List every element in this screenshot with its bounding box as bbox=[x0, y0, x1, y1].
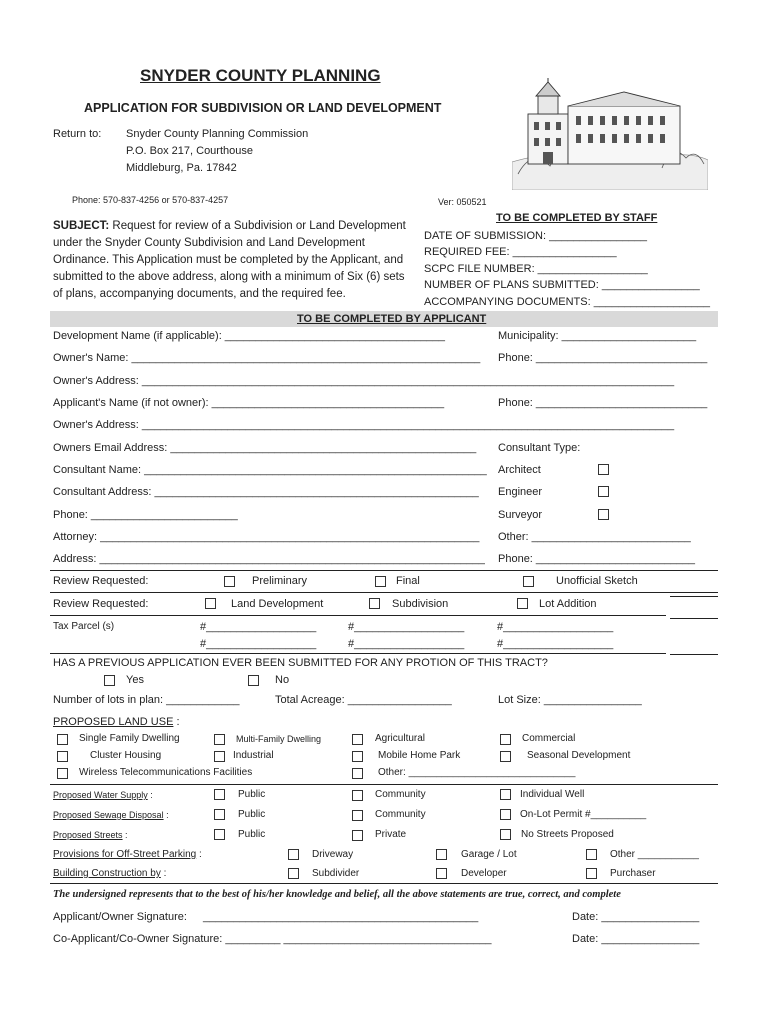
tax-parcel-field[interactable]: #__________________ bbox=[348, 638, 465, 650]
building-construction-label: Building Construction by : bbox=[53, 868, 167, 879]
land-development-label: Land Development bbox=[231, 598, 324, 610]
no-streets-checkbox[interactable] bbox=[500, 829, 511, 840]
water-community-label: Community bbox=[375, 789, 426, 800]
section-divider bbox=[670, 596, 718, 597]
subject-line-2: under the Snyder County Subdivision and Land Development bbox=[53, 237, 365, 249]
single-family-label: Single Family Dwelling bbox=[79, 733, 180, 744]
subdivision-checkbox[interactable] bbox=[369, 598, 380, 609]
section-divider bbox=[50, 570, 718, 571]
applicant-date-field[interactable]: Date: ________________ bbox=[572, 911, 700, 923]
surveyor-label: Surveyor bbox=[498, 509, 543, 521]
return-to-label: Return to: bbox=[53, 128, 102, 140]
cluster-housing-checkbox[interactable] bbox=[57, 751, 68, 762]
applicant-signature-field[interactable]: _____________________________________________ bbox=[203, 911, 479, 923]
co-applicant-date-field[interactable]: Date: ________________ bbox=[572, 933, 700, 945]
garage-lot-checkbox[interactable] bbox=[436, 849, 447, 860]
driveway-label: Driveway bbox=[312, 849, 354, 860]
attorney-address-field[interactable]: Address: _______________________________________________________________ bbox=[53, 553, 485, 565]
on-lot-permit-field[interactable]: On-Lot Permit #__________ bbox=[520, 809, 647, 820]
purchaser-label: Purchaser bbox=[610, 868, 656, 879]
previous-application-question: HAS A PREVIOUS APPLICATION EVER BEEN SUBMITTED FOR ANY PROTION OF THIS TRACT? bbox=[53, 657, 548, 669]
single-family-checkbox[interactable] bbox=[57, 734, 68, 745]
applicant-heading: TO BE COMPLETED BY APPLICANT bbox=[297, 313, 487, 325]
co-applicant-signature-field[interactable]: Co-Applicant/Co-Owner Signature: _________ __________________________________ bbox=[53, 933, 492, 945]
section-divider bbox=[50, 784, 718, 785]
sewage-public-label: Public bbox=[238, 809, 266, 820]
subject-line-5: of plans, accompanying documents, and the required fee. bbox=[53, 288, 346, 300]
water-supply-label: Proposed Water Supply : bbox=[53, 790, 153, 800]
seasonal-development-label: Seasonal Development bbox=[527, 750, 631, 761]
address-line-2: P.O. Box 217, Courthouse bbox=[126, 145, 253, 157]
total-acreage-field[interactable]: Total Acreage: _________________ bbox=[275, 694, 452, 706]
cluster-housing-label: Cluster Housing bbox=[90, 750, 162, 761]
lot-addition-checkbox[interactable] bbox=[517, 598, 528, 609]
section-divider bbox=[670, 654, 718, 655]
wireless-checkbox[interactable] bbox=[57, 768, 68, 779]
development-name-field[interactable]: Development Name (if applicable): ____________________________________ bbox=[53, 330, 446, 342]
applicant-address-field[interactable]: Owner's Address: _______________________________________________________________________________________ bbox=[53, 419, 675, 431]
staff-heading: TO BE COMPLETED BY STAFF bbox=[496, 212, 658, 224]
subdivider-checkbox[interactable] bbox=[288, 868, 299, 879]
land-development-checkbox[interactable] bbox=[205, 598, 216, 609]
previous-yes-label: Yes bbox=[126, 674, 144, 686]
required-fee-field[interactable]: REQUIRED FEE: _________________ bbox=[424, 246, 617, 258]
final-checkbox[interactable] bbox=[375, 576, 386, 587]
mobile-home-label: Mobile Home Park bbox=[378, 750, 461, 761]
version-label: Ver: 050521 bbox=[438, 197, 487, 207]
section-divider bbox=[670, 618, 718, 619]
sewage-community-checkbox[interactable] bbox=[352, 810, 363, 821]
section-divider bbox=[50, 883, 718, 884]
tax-parcel-field[interactable]: #__________________ bbox=[200, 638, 317, 650]
proposed-streets-label: Proposed Streets : bbox=[53, 830, 128, 840]
page-title: SNYDER COUNTY PLANNING bbox=[140, 66, 381, 85]
developer-label: Developer bbox=[461, 868, 507, 879]
plans-submitted-field[interactable]: NUMBER OF PLANS SUBMITTED: ________________ bbox=[424, 279, 700, 291]
review-requested-label-2: Review Requested: bbox=[53, 598, 149, 610]
municipality-field[interactable]: Municipality: ______________________ bbox=[498, 330, 697, 342]
agricultural-label: Agricultural bbox=[375, 733, 426, 744]
mobile-home-checkbox[interactable] bbox=[352, 751, 363, 762]
unofficial-sketch-label: Unofficial Sketch bbox=[556, 575, 638, 587]
parking-other-field[interactable]: Other ___________ bbox=[610, 849, 699, 860]
consultant-phone-field[interactable]: Phone: ________________________ bbox=[53, 509, 238, 521]
no-streets-label: No Streets Proposed bbox=[521, 829, 614, 840]
water-public-label: Public bbox=[238, 789, 266, 800]
section-divider bbox=[50, 615, 666, 616]
consultant-name-field[interactable]: Consultant Name: ________________________________________________________ bbox=[53, 464, 487, 476]
attorney-phone-field[interactable]: Phone: __________________________ bbox=[498, 553, 695, 565]
form-subtitle: APPLICATION FOR SUBDIVISION OR LAND DEVELOPMENT bbox=[84, 101, 442, 115]
subject-line-4: submitted to the above address, along with a minimum of Six (6) sets bbox=[53, 271, 405, 283]
commercial-label: Commercial bbox=[522, 733, 576, 744]
tax-parcel-field[interactable]: #__________________ bbox=[497, 638, 614, 650]
streets-private-label: Private bbox=[375, 829, 407, 840]
agricultural-checkbox[interactable] bbox=[352, 734, 363, 745]
lot-size-field[interactable]: Lot Size: ________________ bbox=[498, 694, 642, 706]
developer-checkbox[interactable] bbox=[436, 868, 447, 879]
owner-name-field[interactable]: Owner's Name: _________________________________________________________ bbox=[53, 352, 481, 364]
wireless-label: Wireless Telecommunications Facilities bbox=[79, 767, 253, 778]
unofficial-sketch-checkbox[interactable] bbox=[523, 576, 534, 587]
phone-line: Phone: 570-837-4256 or 570-837-4257 bbox=[72, 195, 229, 205]
final-label: Final bbox=[396, 575, 420, 587]
tax-parcel-field[interactable]: #__________________ bbox=[348, 621, 465, 633]
land-use-heading: PROPOSED LAND USE : bbox=[53, 716, 180, 728]
land-use-other-field[interactable]: Other: ______________________________ bbox=[378, 767, 576, 778]
parking-other-checkbox[interactable] bbox=[586, 849, 597, 860]
accompanying-documents-field[interactable]: ACCOMPANYING DOCUMENTS: ___________________ bbox=[424, 296, 710, 308]
streets-public-checkbox[interactable] bbox=[214, 829, 225, 840]
streets-private-checkbox[interactable] bbox=[352, 830, 363, 841]
engineer-checkbox[interactable] bbox=[598, 486, 609, 497]
water-public-checkbox[interactable] bbox=[214, 789, 225, 800]
off-street-parking-label: Provisions for Off-Street Parking : bbox=[53, 849, 202, 860]
preliminary-checkbox[interactable] bbox=[224, 576, 235, 587]
file-number-field[interactable]: SCPC FILE NUMBER: __________________ bbox=[424, 263, 648, 275]
previous-yes-checkbox[interactable] bbox=[104, 675, 115, 686]
subdivider-label: Subdivider bbox=[312, 868, 360, 879]
driveway-checkbox[interactable] bbox=[288, 849, 299, 860]
applicant-name-field[interactable]: Applicant's Name (if not owner): ______________________________________ bbox=[53, 397, 445, 409]
owner-phone-field[interactable]: Phone: ____________________________ bbox=[498, 352, 708, 364]
surveyor-checkbox[interactable] bbox=[598, 509, 609, 520]
commercial-checkbox[interactable] bbox=[500, 734, 511, 745]
architect-checkbox[interactable] bbox=[598, 464, 609, 475]
previous-no-label: No bbox=[275, 674, 290, 686]
consultant-address-field[interactable]: Consultant Address: _____________________________________________________ bbox=[53, 486, 479, 498]
section-divider bbox=[50, 653, 666, 654]
number-of-lots-field[interactable]: Number of lots in plan: ____________ bbox=[53, 694, 240, 706]
sewage-public-checkbox[interactable] bbox=[214, 809, 225, 820]
consultant-type-label: Consultant Type: bbox=[498, 442, 581, 454]
section-divider bbox=[50, 592, 718, 593]
owner-address-field[interactable]: Owner's Address: _______________________________________________________________________________________ bbox=[53, 375, 675, 387]
seasonal-development-checkbox[interactable] bbox=[500, 751, 511, 762]
preliminary-label: Preliminary bbox=[252, 575, 308, 587]
architect-label: Architect bbox=[498, 464, 541, 476]
lot-addition-label: Lot Addition bbox=[539, 598, 597, 610]
subdivision-label: Subdivision bbox=[392, 598, 449, 610]
certification-statement: The undersigned represents that to the best of his/her knowledge and belief, all the above statements are true, correct, and complete bbox=[53, 889, 621, 900]
courthouse-illustration bbox=[512, 78, 708, 190]
purchaser-checkbox[interactable] bbox=[586, 868, 597, 879]
tax-parcel-field[interactable]: #__________________ bbox=[200, 621, 317, 633]
submission-date-field[interactable]: DATE OF SUBMISSION: ________________ bbox=[424, 230, 647, 242]
individual-well-label: Individual Well bbox=[520, 789, 585, 800]
owner-email-field[interactable]: Owners Email Address: __________________________________________________ bbox=[53, 442, 477, 454]
tax-parcel-field[interactable]: #__________________ bbox=[497, 621, 614, 633]
applicant-phone-field[interactable]: Phone: ____________________________ bbox=[498, 397, 708, 409]
previous-no-checkbox[interactable] bbox=[248, 675, 259, 686]
streets-public-label: Public bbox=[238, 829, 266, 840]
industrial-checkbox[interactable] bbox=[214, 751, 225, 762]
tax-parcel-label: Tax Parcel (s) bbox=[53, 621, 115, 632]
land-use-other-checkbox[interactable] bbox=[352, 768, 363, 779]
consultant-other-field[interactable]: Other: __________________________ bbox=[498, 531, 691, 543]
subject-line-3: Ordinance. This Application must be completed by the Applicant, and bbox=[53, 254, 404, 266]
address-line-3: Middleburg, Pa. 17842 bbox=[126, 162, 237, 174]
individual-well-checkbox[interactable] bbox=[500, 789, 511, 800]
multi-family-label: Multi-Family Dwelling bbox=[236, 734, 322, 744]
garage-lot-label: Garage / Lot bbox=[461, 849, 517, 860]
water-community-checkbox[interactable] bbox=[352, 790, 363, 801]
sewage-community-label: Community bbox=[375, 809, 426, 820]
applicant-signature-label: Applicant/Owner Signature: bbox=[53, 911, 187, 923]
multi-family-checkbox[interactable] bbox=[214, 734, 225, 745]
review-requested-label: Review Requested: bbox=[53, 575, 149, 587]
engineer-label: Engineer bbox=[498, 486, 543, 498]
industrial-label: Industrial bbox=[233, 750, 274, 761]
subject-line-1: SUBJECT: Request for review of a Subdivision or Land Development bbox=[53, 220, 406, 232]
on-lot-permit-checkbox[interactable] bbox=[500, 809, 511, 820]
attorney-field[interactable]: Attorney: ______________________________________________________________ bbox=[53, 531, 480, 543]
sewage-disposal-label: Proposed Sewage Disposal : bbox=[53, 810, 169, 820]
address-line-1: Snyder County Planning Commission bbox=[126, 128, 309, 140]
